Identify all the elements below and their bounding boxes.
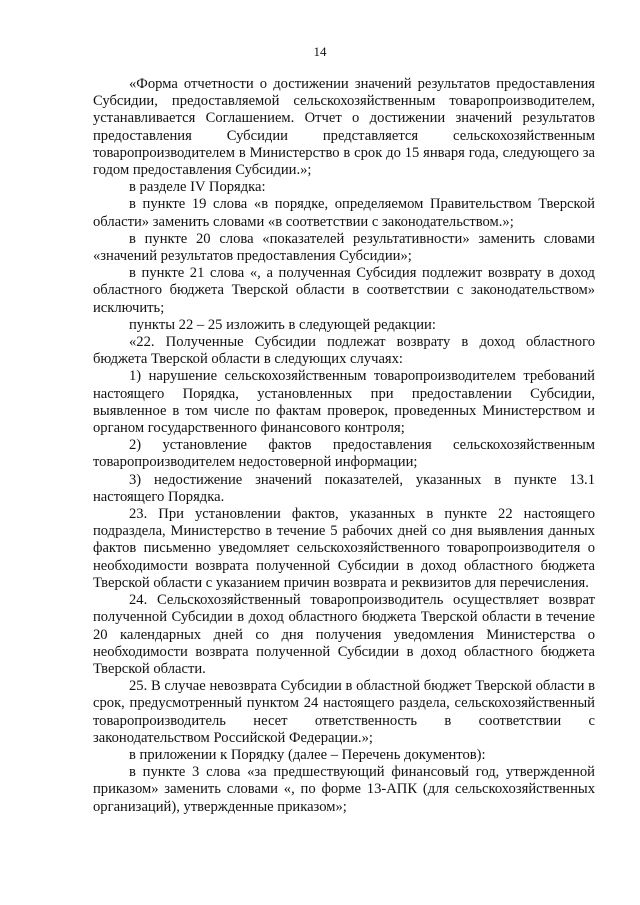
paragraph-22-case-2: 2) установление фактов предоставления сельскохозяйственным товаропроизводителем недостоверной информации;: [93, 437, 595, 471]
paragraph-25: 25. В случае невозврата Субсидии в областной бюджет Тверской области в срок, предусмотренный пунктом 24 настоящего раздела, сельскохозяйственный товаропроизводитель несет ответственность в соответствии с законодательством Российской Федерации.»;: [93, 678, 595, 746]
paragraph-23: 23. При установлении фактов, указанных в пункте 22 настоящего подраздела, Министерство в течение 5 рабочих дней со дня выявления данных фактов письменно уведомляет сельскохозяйственного товаропроизводителя о необходимости возврата полученной Субсидии в доход областного бюджета Тверской области с указанием причин возврата и реквизитов для перечисления.: [93, 506, 595, 591]
paragraph-24: 24. Сельскохозяйственный товаропроизводитель осуществляет возврат полученной Субсидии в доход областного бюджета Тверской области в течение 20 календарных дней со дня получения уведомления Министерства о необходимости возврата полученной Субсидии в доход областного бюджета Тверской области.: [93, 592, 595, 677]
document-body: [93, 76, 595, 816]
paragraph-item-3: в пункте 3 слова «за предшествующий финансовый год, утвержденной приказом» заменить словами «, по форме 13-АПК (для сельскохозяйственных организаций), утвержденные приказом»;: [93, 764, 595, 815]
paragraph-22: «22. Полученные Субсидии подлежат возврату в доход областного бюджета Тверской области в следующих случаях:: [93, 334, 595, 368]
paragraph-item-20: в пункте 20 слова «показателей результативности» заменить словами «значений результатов предоставления Субсидии»;: [93, 230, 595, 265]
page-number: 14: [313, 44, 327, 59]
paragraph-appendix: в приложении к Порядку (далее – Перечень документов):: [129, 746, 486, 763]
paragraph-22-case-1: 1) нарушение сельскохозяйственным товаропроизводителем требований настоящего Порядка, установленных при предоставлении Субсидии, выявленное в том числе по фактам проверок, проведенных Министерством и органом государственного финансового контроля;: [93, 368, 595, 437]
paragraph-section-iv: в разделе IV Порядка:: [129, 179, 266, 196]
paragraph-report-form: «Форма отчетности о достижении значений результатов предоставления Субсидии, предоставляемой сельскохозяйственным товаропроизводителем, устанавливается Соглашением. Отчет о достижении значений результатов предоставления Субсидии представляется сельскохозяйственным товаропроизводителем в Министерство в срок до 15 января года, следующего за годом предоставления Субсидии.»;: [93, 76, 595, 179]
paragraph-item-19: в пункте 19 слова «в порядке, определяемом Правительством Тверской области» заменить словами «в соответствии с законодательством.»;: [93, 196, 595, 230]
paragraph-22-case-3: 3) недостижение значений показателей, указанных в пункте 13.1 настоящего Порядка.: [93, 471, 595, 505]
paragraph-item-21: в пункте 21 слова «, а полученная Субсидия подлежит возврату в доход областного бюджета Тверской области в соответствии с законодательством» исключить;: [93, 265, 595, 316]
paragraph-items-22-25: пункты 22 – 25 изложить в следующей редакции:: [129, 316, 436, 333]
